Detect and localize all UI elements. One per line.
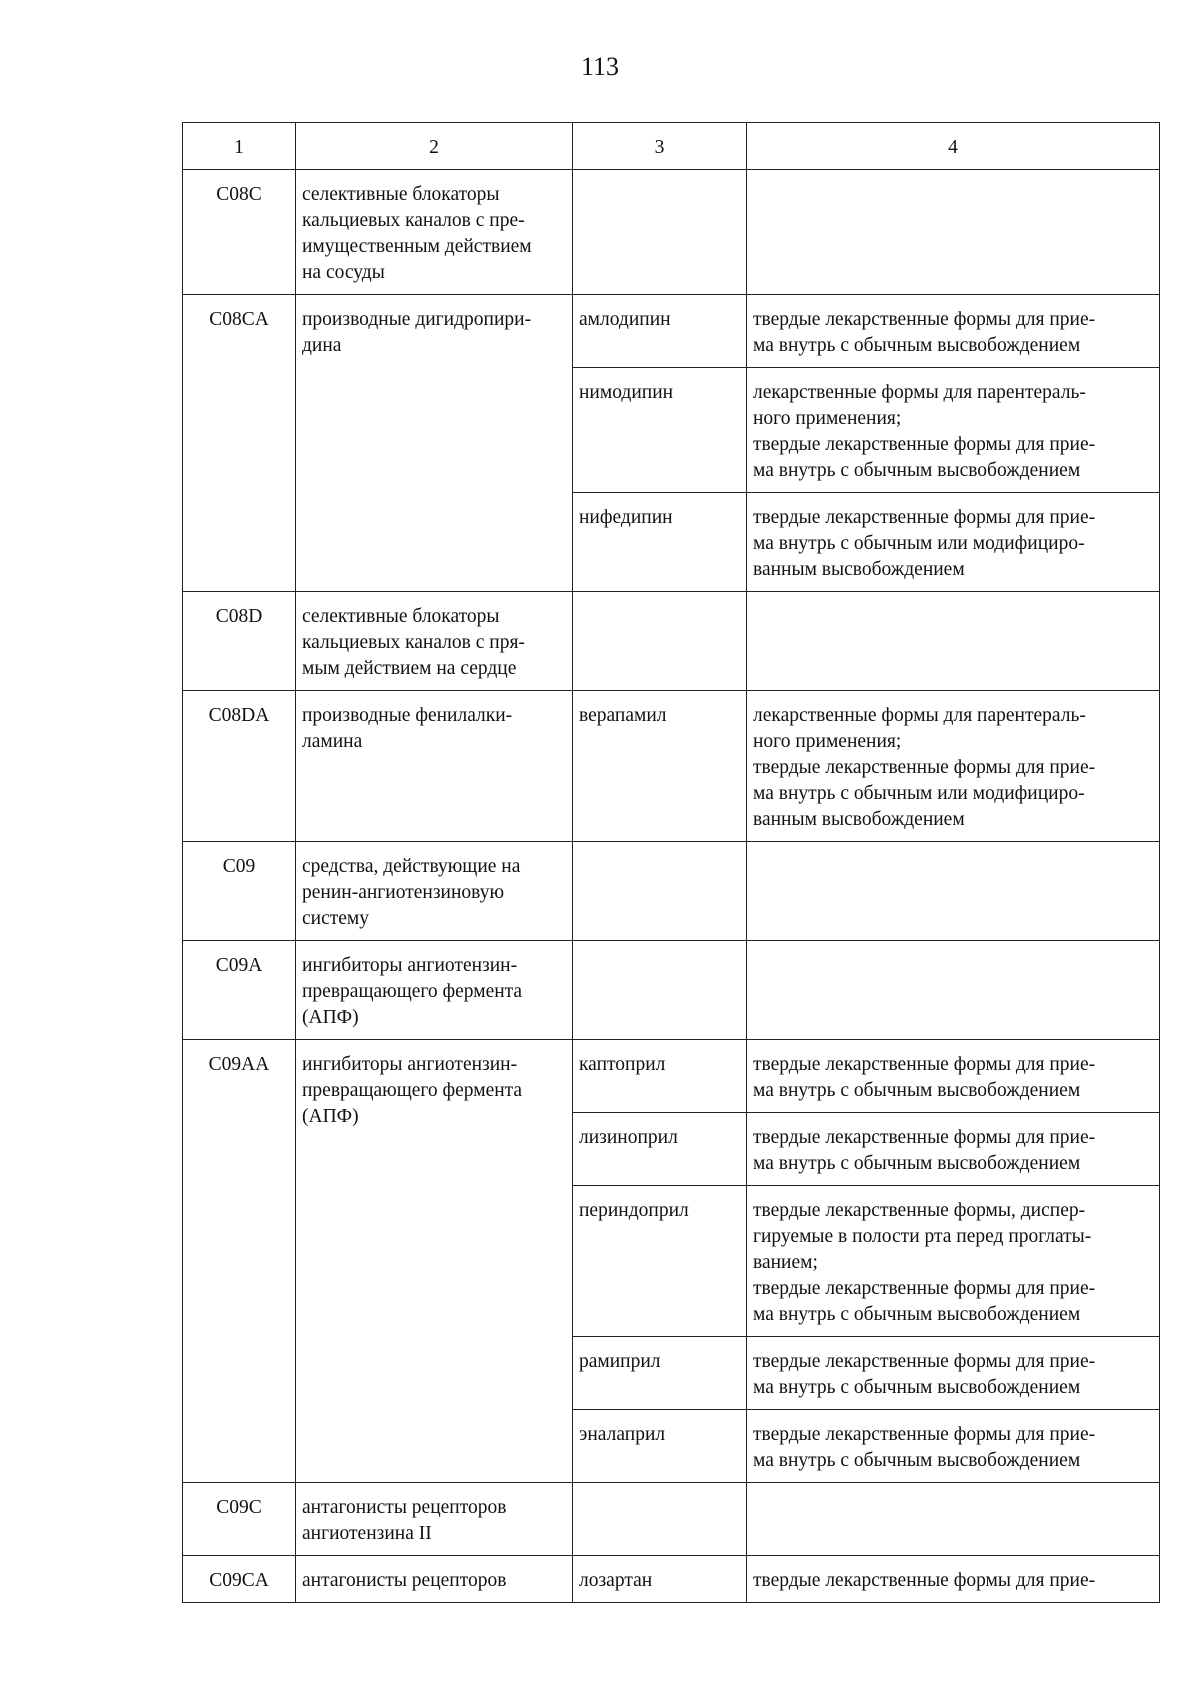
- text-line: твердые лекарственные формы для прие-: [753, 757, 1096, 778]
- text-line: твердые лекарственные формы для прие-: [753, 309, 1096, 330]
- atc-code-cell: C09CA: [183, 1556, 296, 1603]
- dosage-forms-cell: [747, 941, 1160, 1040]
- table-row: [183, 295, 1160, 368]
- drug-name-cell: нимодипин: [573, 368, 747, 493]
- group-name-cell: [296, 170, 573, 295]
- table-row: [183, 691, 1160, 842]
- drug-name-cell: [573, 941, 747, 1040]
- text-line: гируемые в полости рта перед проглаты-: [753, 1226, 1092, 1247]
- text-line: твердые лекарственные формы для прие-: [753, 1424, 1096, 1445]
- text-line: ванным высвобождением: [753, 809, 965, 830]
- header-cell-code: 1: [183, 123, 296, 170]
- table-row: [183, 842, 1160, 941]
- dosage-forms-cell: [747, 1040, 1160, 1113]
- atc-code-cell: C09A: [183, 941, 296, 1040]
- drug-name-cell: каптоприл: [573, 1040, 747, 1113]
- text-line: ного применения;: [753, 731, 902, 752]
- text-line: (АПФ): [302, 1106, 359, 1127]
- drug-name-cell: лозартан: [573, 1556, 747, 1603]
- table-row: [183, 1040, 1160, 1113]
- drug-name-cell: верапамил: [573, 691, 747, 842]
- drug-name-cell: [573, 592, 747, 691]
- text-line: ного применения;: [753, 408, 902, 429]
- header-cell-drug: 3: [573, 123, 747, 170]
- page-number: 113: [580, 52, 620, 81]
- drug-name-cell: [573, 170, 747, 295]
- text-line: превращающего фермента: [302, 981, 523, 1002]
- table-row: [183, 941, 1160, 1040]
- text-line: ма внутрь с обычным высвобождением: [753, 1450, 1081, 1471]
- text-line: (АПФ): [302, 1007, 359, 1028]
- header-cell-forms: 4: [747, 123, 1160, 170]
- table-row: [183, 592, 1160, 691]
- text-line: мым действием на сердце: [302, 658, 517, 679]
- text-line: твердые лекарственные формы для прие-: [753, 1351, 1096, 1372]
- dosage-forms-cell: [747, 1186, 1160, 1337]
- drug-table: [182, 122, 1160, 1603]
- text-line: ингибиторы ангиотензин-: [302, 1054, 518, 1075]
- table-row: [183, 1556, 1160, 1603]
- atc-code-cell: C08CA: [183, 295, 296, 592]
- drug-name-cell: амлодипин: [573, 295, 747, 368]
- drug-name-cell: [573, 842, 747, 941]
- text-line: производные фенилалки-: [302, 705, 513, 726]
- drug-name-cell: периндоприл: [573, 1186, 747, 1337]
- drug-name-cell: эналаприл: [573, 1410, 747, 1483]
- dosage-forms-cell: [747, 1410, 1160, 1483]
- text-line: превращающего фермента: [302, 1080, 523, 1101]
- table-header-row: [183, 123, 1160, 170]
- table-row: [183, 170, 1160, 295]
- text-line: твердые лекарственные формы для прие-: [753, 1054, 1096, 1075]
- text-line: твердые лекарственные формы для прие-: [753, 1278, 1096, 1299]
- text-line: ингибиторы ангиотензин-: [302, 955, 518, 976]
- drug-name-cell: рамиприл: [573, 1337, 747, 1410]
- text-line: кальциевых каналов с пре-: [302, 210, 525, 231]
- text-line: твердые лекарственные формы для прие-: [753, 434, 1096, 455]
- text-line: ма внутрь с обычным или модифициро-: [753, 783, 1085, 804]
- text-line: кальциевых каналов с пря-: [302, 632, 525, 653]
- group-name-cell: [296, 1556, 573, 1603]
- text-line: твердые лекарственные формы, диспер-: [753, 1200, 1086, 1221]
- text-line: ма внутрь с обычным высвобождением: [753, 460, 1081, 481]
- text-line: ма внутрь с обычным или модифициро-: [753, 533, 1085, 554]
- text-line: систему: [302, 908, 370, 929]
- atc-code-cell: C08C: [183, 170, 296, 295]
- drug-name-cell: [573, 1483, 747, 1556]
- text-line: ма внутрь с обычным высвобождением: [753, 1304, 1081, 1325]
- text-line: ангиотензина II: [302, 1523, 432, 1544]
- text-line: ванием;: [753, 1252, 818, 1273]
- dosage-forms-cell: [747, 295, 1160, 368]
- text-line: ламина: [302, 731, 363, 752]
- dosage-forms-cell: [747, 170, 1160, 295]
- text-line: ма внутрь с обычным высвобождением: [753, 335, 1081, 356]
- drug-table-body: [183, 123, 1160, 1603]
- atc-code-cell: C09C: [183, 1483, 296, 1556]
- drug-name-cell: лизиноприл: [573, 1113, 747, 1186]
- atc-code-cell: C08DA: [183, 691, 296, 842]
- text-line: твердые лекарственные формы для прие-: [753, 1127, 1096, 1148]
- text-line: ма внутрь с обычным высвобождением: [753, 1080, 1081, 1101]
- text-line: имущественным действием: [302, 236, 532, 257]
- dosage-forms-cell: [747, 592, 1160, 691]
- text-line: средства, действующие на: [302, 856, 521, 877]
- dosage-forms-cell: [747, 493, 1160, 592]
- text-line: лекарственные формы для парентераль-: [753, 705, 1086, 726]
- atc-code-cell: C08D: [183, 592, 296, 691]
- dosage-forms-cell: [747, 1337, 1160, 1410]
- text-line: селективные блокаторы: [302, 606, 500, 627]
- group-name-cell: [296, 1040, 573, 1483]
- text-line: производные дигидропири-: [302, 309, 532, 330]
- group-name-cell: [296, 842, 573, 941]
- text-line: ренин-ангиотензиновую: [302, 882, 505, 903]
- group-name-cell: [296, 295, 573, 592]
- group-name-cell: [296, 941, 573, 1040]
- dosage-forms-cell: [747, 368, 1160, 493]
- dosage-forms-cell: [747, 1556, 1160, 1603]
- text-line: селективные блокаторы: [302, 184, 500, 205]
- text-line: антагонисты рецепторов: [302, 1570, 507, 1591]
- dosage-forms-cell: [747, 691, 1160, 842]
- text-line: лекарственные формы для парентераль-: [753, 382, 1086, 403]
- drug-name-cell: нифедипин: [573, 493, 747, 592]
- text-line: ма внутрь с обычным высвобождением: [753, 1153, 1081, 1174]
- text-line: на сосуды: [302, 262, 385, 283]
- atc-code-cell: C09: [183, 842, 296, 941]
- text-line: ванным высвобождением: [753, 559, 965, 580]
- atc-code-cell: C09AA: [183, 1040, 296, 1483]
- dosage-forms-cell: [747, 1483, 1160, 1556]
- dosage-forms-cell: [747, 1113, 1160, 1186]
- text-line: твердые лекарственные формы для прие-: [753, 507, 1096, 528]
- group-name-cell: [296, 691, 573, 842]
- group-name-cell: [296, 592, 573, 691]
- table-row: [183, 1483, 1160, 1556]
- text-line: твердые лекарственные формы для прие-: [753, 1570, 1096, 1591]
- dosage-forms-cell: [747, 842, 1160, 941]
- header-cell-group: 2: [296, 123, 573, 170]
- text-line: дина: [302, 335, 342, 356]
- text-line: антагонисты рецепторов: [302, 1497, 507, 1518]
- drug-table-container: [182, 122, 1159, 1603]
- group-name-cell: [296, 1483, 573, 1556]
- text-line: ма внутрь с обычным высвобождением: [753, 1377, 1081, 1398]
